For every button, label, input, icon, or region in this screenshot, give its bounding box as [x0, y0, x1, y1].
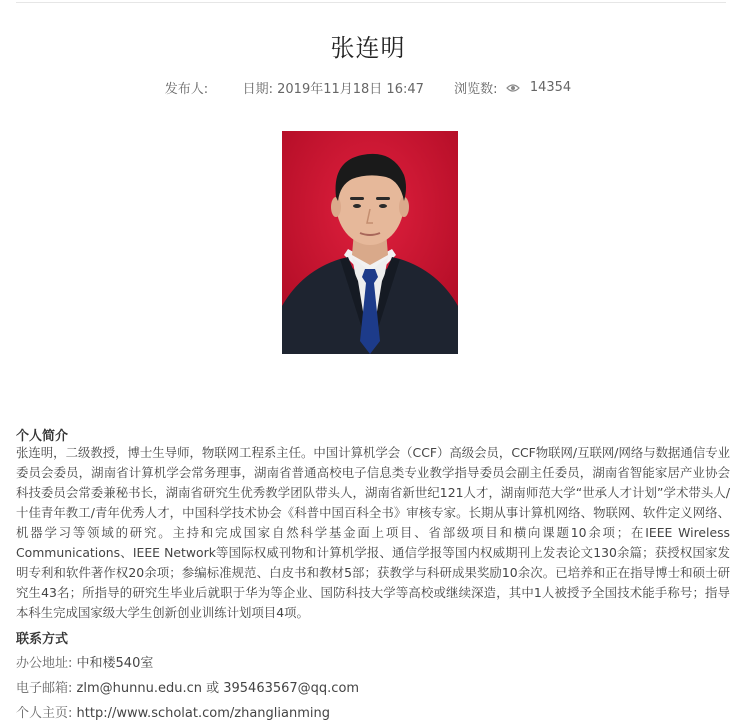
- intro-body: 张连明，二级教授，博士生导师，物联网工程系主任。中国计算机学会（CCF）高级会员，CCF物联网/互联网/网络与数据通信专业委员会委员，湖南省计算机学会常务理事，湖南省普通高校电子信息类专业教学指导委员会副主任委员，湖南省智能家居产业协会科技委员会常委兼秘书长，湖南省研究生优秀教学团队带头人，湖南省新世纪121人才，湖南师范大学“世承人才计划”学术带头人/十佳青年教工/青年优秀人才，中国科学技术协会《科普中国百科全书》审核专家。长期从事计算机网络、物联网、软件定义网络、机器学习等领域的研究。主持和完成国家自然科学基金面上项目、省部级项目和横向课题10余项；在IEEE Wireless Communications、IEEE Network等国际权威刊物和计算机学报、通信学报等国内权威期刊上发表论文130余篇；获授权国家发明专利和软件著作权20余项；参编标准规范、白皮书和教材5部；获教学与科研成果奖励10余次。已培养和正在指导博士和硕士研究生43名；所指导的研究生毕业后就职于华为等企业、国防科技大学等高校或继续深造，其中1人被授予全国技术能手称号；指导本科生完成国家级大学生创新创业训练计划项目4项。: [16, 445, 730, 620]
- contact-office: [16, 652, 153, 671]
- views-value: 14354: [529, 80, 572, 95]
- eye-icon: [506, 83, 520, 93]
- office-value: 中和楼540室: [76, 656, 154, 671]
- email-label: 电子邮箱:: [16, 681, 73, 696]
- office-label: 办公地址:: [16, 656, 73, 671]
- contact-homepage: [16, 702, 330, 721]
- homepage-link[interactable]: http://www.scholat.com/zhanglianming: [76, 706, 330, 721]
- intro-heading: 个人简介: [16, 429, 69, 444]
- page-title: 张连明: [330, 34, 406, 62]
- profile-photo: [282, 131, 458, 354]
- date-value: 2019年11月18日 16:47: [277, 82, 424, 97]
- article-meta: [0, 78, 736, 97]
- homepage-label: 个人主页:: [16, 706, 73, 721]
- date-label: 日期:: [242, 82, 273, 97]
- email-value[interactable]: zlm@hunnu.edu.cn 或 395463567@qq.com: [76, 681, 360, 696]
- publisher-label: 发布人:: [164, 82, 209, 97]
- contact-heading: 联系方式: [16, 632, 69, 647]
- views-label: 浏览数:: [454, 82, 498, 97]
- contact-email: [16, 677, 359, 696]
- top-divider: [16, 2, 726, 3]
